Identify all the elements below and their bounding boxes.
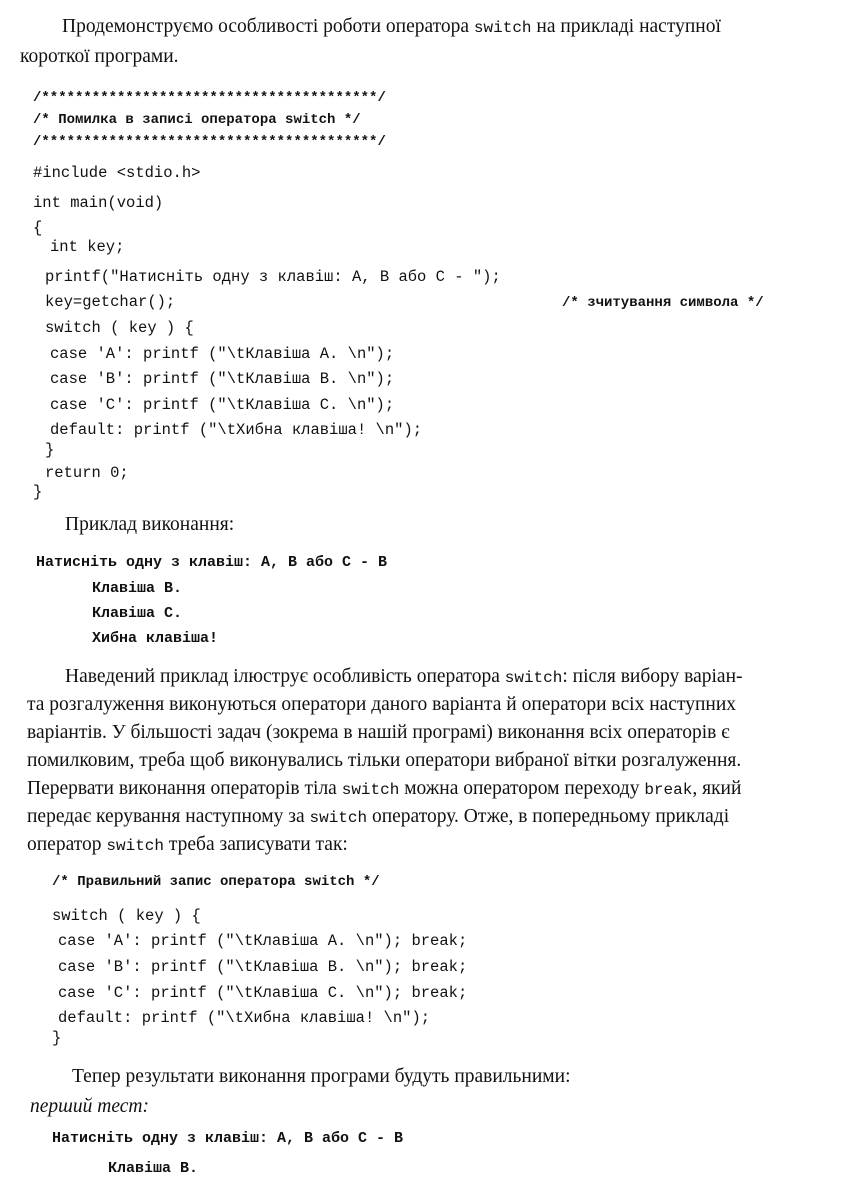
paragraph-line: [65, 666, 743, 688]
code-line: key=getchar();: [45, 293, 176, 311]
output-line: Хибна клавіша!: [92, 630, 219, 647]
paragraph-text: Перервати виконання операторів тіла: [27, 778, 337, 799]
inline-code: switch: [341, 781, 400, 799]
code-line: switch ( key ) {: [45, 319, 194, 337]
code-line: case 'A': printf ("\tКлавіша A. \n");: [50, 345, 395, 363]
inline-code: switch: [473, 19, 532, 37]
intro-line-1: [62, 16, 721, 38]
paragraph-text: можна оператором переходу: [404, 778, 640, 799]
code-line: default: printf ("\tХибна клавіша! \n");: [50, 421, 423, 439]
code-line: {: [33, 219, 43, 237]
code-line: }: [33, 483, 43, 501]
paragraph-text: , який: [692, 778, 742, 799]
code-line: printf("Натисніть одну з клавіш: A, B або C - ");: [45, 268, 501, 286]
output-line: Натисніть одну з клавіш: A, B або C - B: [52, 1130, 404, 1147]
paragraph-line: [27, 778, 741, 800]
paragraph-line: та розгалуження виконуються оператори даного варіанта й оператори всіх наступних: [27, 694, 737, 715]
code-line: case 'C': printf ("\tКлавіша C. \n");: [50, 396, 395, 414]
intro-line-2: короткої програми.: [20, 46, 179, 67]
code-line: switch ( key ) {: [52, 907, 201, 925]
paragraph-line: [27, 834, 348, 856]
code-line: }: [52, 1029, 62, 1047]
output-line: Клавіша B.: [108, 1160, 199, 1177]
paragraph-line: [27, 806, 729, 828]
code-comment-title: /* Помилка в записі оператора switch */: [33, 112, 361, 128]
code-line: int key;: [50, 238, 125, 256]
code-line: case 'C': printf ("\tКлавіша C. \n"); break;: [58, 984, 468, 1002]
example-heading: Приклад виконання:: [65, 514, 235, 535]
paragraph-text: треба записувати так:: [168, 834, 348, 855]
paragraph-text: оператору. Отже, в попередньому прикладі: [371, 806, 730, 827]
code-comment-border: /****************************************/: [33, 134, 386, 150]
paragraph-text: передає керування наступному за: [27, 806, 305, 827]
paragraph-text: : після вибору варіан-: [562, 666, 743, 687]
intro-text: Продемонструємо особливості роботи оператора: [62, 16, 470, 37]
inline-code: break: [644, 781, 693, 799]
inline-code: switch: [309, 809, 368, 827]
code-line: return 0;: [45, 464, 129, 482]
paragraph-text: Наведений приклад ілюструє особливість оператора: [65, 666, 500, 687]
code-comment-border: /****************************************/: [33, 90, 386, 106]
code-line: }: [45, 441, 55, 459]
code-line: case 'B': printf ("\tКлавіша B. \n");: [50, 370, 395, 388]
code-comment-title: /* Правильний запис оператора switch */: [52, 874, 380, 890]
first-test-label: перший тест:: [30, 1096, 149, 1117]
code-line: default: printf ("\tХибна клавіша! \n");: [58, 1009, 431, 1027]
code-line: case 'B': printf ("\tКлавіша B. \n"); break;: [58, 958, 468, 976]
paragraph-line: помилковим, треба щоб виконувались тільки оператори вибраної вітки розгалуження.: [27, 750, 742, 771]
paragraph-line: варіантів. У більшості задач (зокрема в нашій програмі) виконання всіх операторів є: [27, 722, 730, 743]
output-line: Натисніть одну з клавіш: A, B або C - B: [36, 554, 388, 571]
code-comment: /* зчитування символа */: [562, 295, 764, 311]
result-text: Тепер результати виконання програми будуть правильними:: [72, 1066, 571, 1087]
inline-code: switch: [106, 837, 164, 855]
code-line: int main(void): [33, 194, 164, 212]
code-line: case 'A': printf ("\tКлавіша A. \n"); break;: [58, 932, 468, 950]
intro-text: на прикладі наступної: [536, 16, 721, 37]
paragraph-text: оператор: [27, 834, 102, 855]
code-line: #include <stdio.h>: [33, 164, 201, 182]
output-line: Клавіша B.: [92, 580, 183, 597]
output-line: Клавіша C.: [92, 605, 183, 622]
inline-code: switch: [504, 669, 563, 687]
